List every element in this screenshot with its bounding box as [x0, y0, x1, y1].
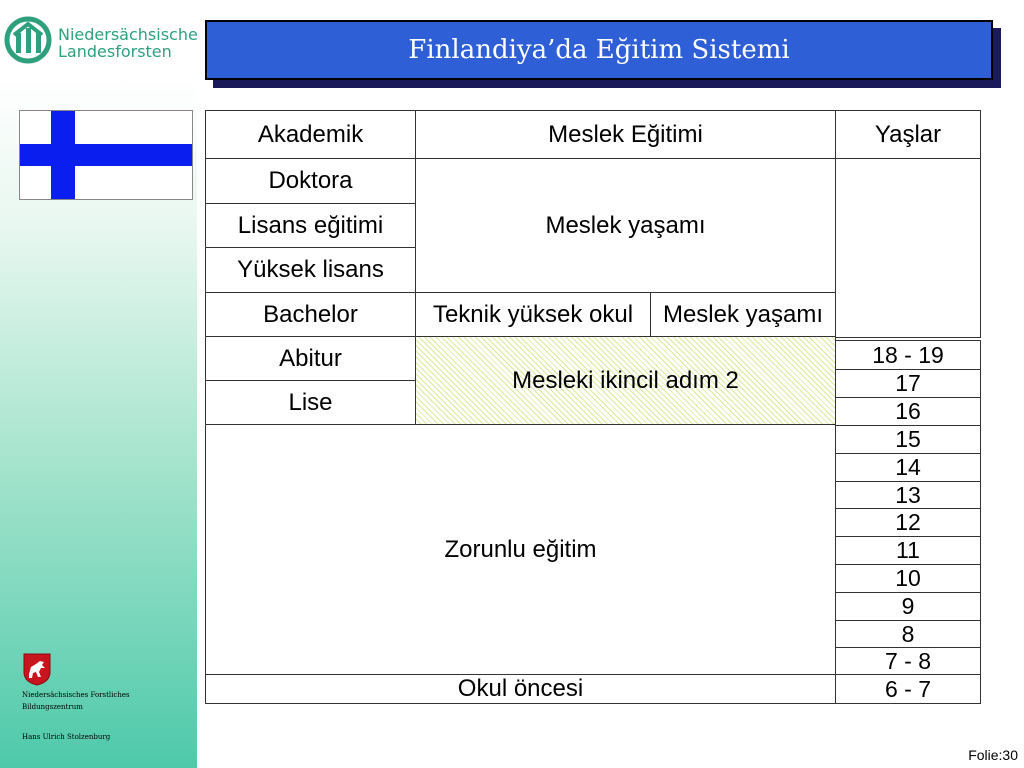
header-ages: Yaşlar — [835, 110, 981, 159]
cell-age: 15 — [835, 425, 981, 454]
author-name: Hans Ulrich Stolzenburg — [22, 733, 111, 741]
flag-cross-vertical — [51, 111, 75, 199]
cell-compulsory-education: Zorunlu eğitim — [205, 424, 836, 675]
cell-age: 14 — [835, 453, 981, 482]
header-academic: Akademik — [205, 110, 416, 159]
slide-title: Finlandiya’da Eğitim Sistemi — [205, 20, 993, 80]
cell-high-school: Lise — [205, 380, 416, 425]
cell-age: 16 — [835, 397, 981, 426]
finland-flag — [19, 110, 193, 200]
flag-cross-horizontal — [20, 144, 192, 166]
header-vocational: Meslek Eğitimi — [415, 110, 836, 159]
cell-secondary-vocational: Mesleki ikincil adım 2 — [415, 336, 836, 425]
cell-preschool: Okul öncesi — [205, 674, 836, 704]
cell-bachelor: Bachelor — [205, 292, 416, 337]
cell-working-life-top: Meslek yaşamı — [415, 158, 836, 293]
cell-age: 10 — [835, 564, 981, 593]
cell-master: Yüksek lisans — [205, 247, 416, 293]
institution-name: Niedersächsisches Forstliches Bildungszentrum — [22, 691, 130, 711]
logo-text: Niedersächsische Landesforsten — [58, 25, 198, 61]
cell-doctorate: Doktora — [205, 158, 416, 204]
cell-age: 8 — [835, 620, 981, 648]
slide-number: Folie:30 — [968, 747, 1018, 763]
cell-age: 12 — [835, 508, 981, 537]
cell-polytechnic: Teknik yüksek okul — [415, 292, 651, 337]
horse-crest-icon — [22, 652, 52, 686]
cell-age: 9 — [835, 592, 981, 621]
cell-age: 18 - 19 — [835, 340, 981, 370]
cell-ages-empty — [835, 158, 981, 338]
cell-abitur: Abitur — [205, 336, 416, 381]
cell-age: 13 — [835, 481, 981, 509]
cell-age: 7 - 8 — [835, 647, 981, 676]
cell-age: 17 — [835, 369, 981, 398]
cell-working-life: Meslek yaşamı — [650, 292, 836, 337]
cell-age-preschool: 6 - 7 — [835, 674, 981, 704]
cell-age: 11 — [835, 536, 981, 565]
cell-bachelor-degree: Lisans eğitimi — [205, 203, 416, 248]
